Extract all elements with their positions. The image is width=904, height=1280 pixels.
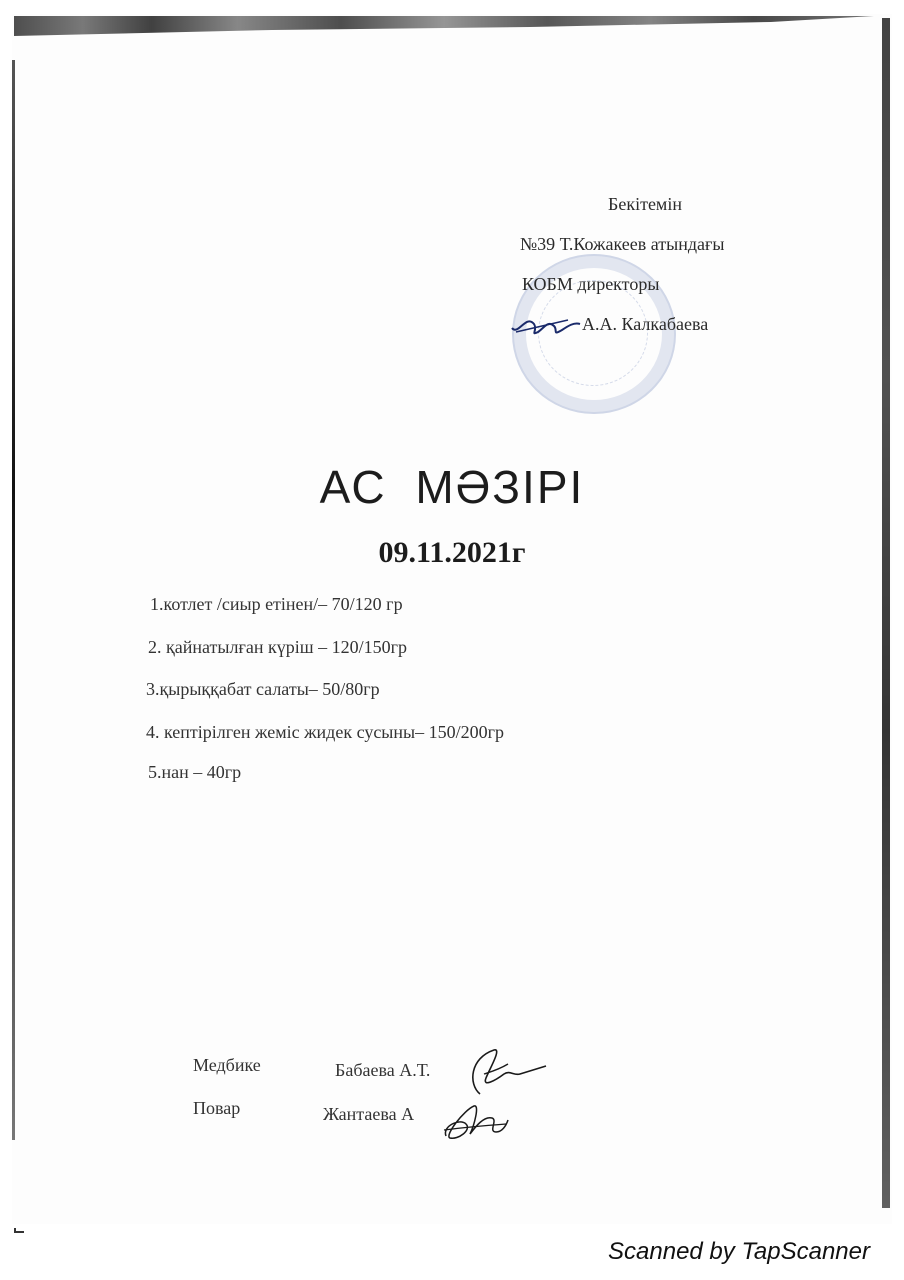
director-signature	[508, 306, 588, 346]
scan-left-edge	[12, 60, 15, 1140]
menu-item: 3.қырыққабат салаты– 50/80гр	[146, 679, 380, 699]
school-line: №39 Т.Кожакеев атындағы	[520, 234, 725, 254]
director-name: А.А. Калкабаева	[582, 314, 709, 334]
staff-role-cook: Повар	[193, 1098, 241, 1118]
page-title: АС МӘЗІРІ	[319, 461, 585, 513]
paper-sheet	[12, 14, 892, 1224]
menu-item: 4. кептірілген жеміс жидек сусыны– 150/200гр	[146, 722, 505, 742]
director-role-line: КОБМ директоры	[522, 274, 660, 294]
scan-right-edge	[882, 18, 890, 1208]
staff-name-nurse: Бабаева А.Т.	[335, 1060, 431, 1080]
menu-item: 5.нан – 40гр	[148, 762, 242, 782]
scanner-watermark: Scanned by TapScanner	[608, 1238, 870, 1265]
menu-date: 09.11.2021г	[378, 536, 526, 569]
scan-corner-mark	[14, 1228, 24, 1233]
approve-word: Бекітемін	[608, 194, 682, 214]
staff-role-nurse: Медбике	[193, 1055, 261, 1075]
cook-signature	[440, 1096, 512, 1146]
menu-item: 1.котлет /сиыр етінен/– 70/120 гр	[150, 594, 403, 614]
staff-name-cook: Жантаева А	[323, 1104, 415, 1124]
nurse-signature	[450, 1044, 550, 1100]
menu-item: 2. қайнатылған күріш – 120/150гр	[148, 637, 407, 657]
